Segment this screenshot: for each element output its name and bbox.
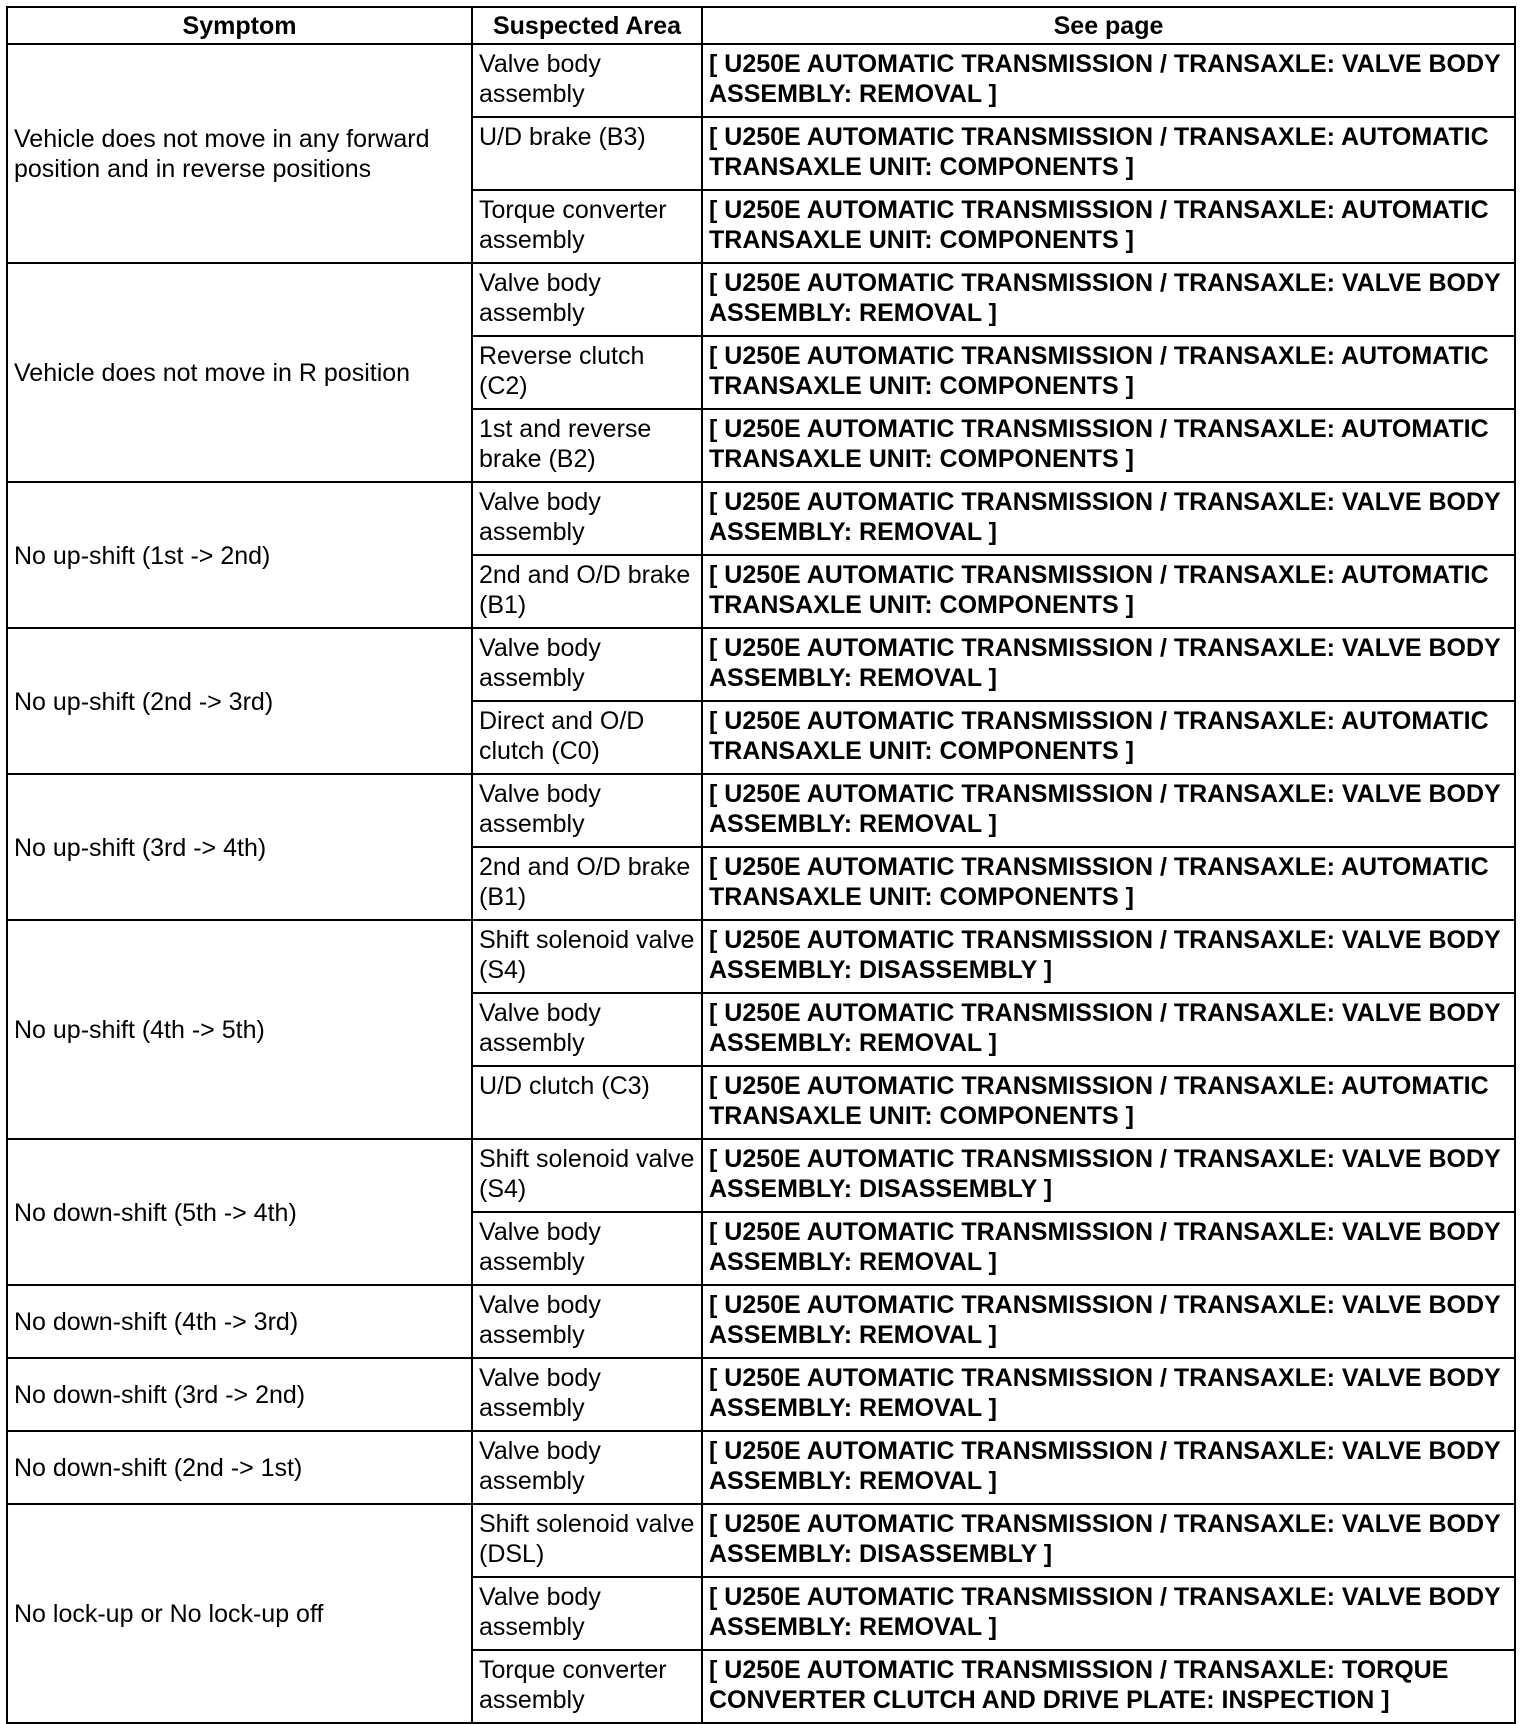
see-page-link[interactable]: [ U250E AUTOMATIC TRANSMISSION / TRANSAXLE: AUTOMATIC TRANSAXLE UNIT: COMPONENTS ] — [702, 555, 1515, 628]
symptom-cell: No up-shift (1st -> 2nd) — [7, 482, 472, 628]
see-page-link[interactable]: [ U250E AUTOMATIC TRANSMISSION / TRANSAXLE: AUTOMATIC TRANSAXLE UNIT: COMPONENTS ] — [702, 409, 1515, 482]
see-page-link[interactable]: [ U250E AUTOMATIC TRANSMISSION / TRANSAXLE: VALVE BODY ASSEMBLY: DISASSEMBLY ] — [702, 1504, 1515, 1577]
see-page-link[interactable]: [ U250E AUTOMATIC TRANSMISSION / TRANSAXLE: AUTOMATIC TRANSAXLE UNIT: COMPONENTS ] — [702, 1066, 1515, 1139]
see-page-link[interactable]: [ U250E AUTOMATIC TRANSMISSION / TRANSAXLE: VALVE BODY ASSEMBLY: REMOVAL ] — [702, 1212, 1515, 1285]
table-row — [7, 920, 1515, 993]
see-page-link[interactable]: [ U250E AUTOMATIC TRANSMISSION / TRANSAXLE: VALVE BODY ASSEMBLY: REMOVAL ] — [702, 774, 1515, 847]
table-row — [7, 482, 1515, 555]
suspected-area-cell: U/D brake (B3) — [472, 117, 702, 190]
see-page-link[interactable]: [ U250E AUTOMATIC TRANSMISSION / TRANSAXLE: VALVE BODY ASSEMBLY: REMOVAL ] — [702, 993, 1515, 1066]
suspected-area-cell: 2nd and O/D brake (B1) — [472, 847, 702, 920]
suspected-area-cell: 1st and reverse brake (B2) — [472, 409, 702, 482]
header-suspected-area: Suspected Area — [472, 7, 702, 44]
suspected-area-cell: Valve body assembly — [472, 1431, 702, 1504]
suspected-area-cell: Valve body assembly — [472, 482, 702, 555]
see-page-link[interactable]: [ U250E AUTOMATIC TRANSMISSION / TRANSAXLE: VALVE BODY ASSEMBLY: REMOVAL ] — [702, 1285, 1515, 1358]
table-row — [7, 774, 1515, 847]
symptom-cell: No lock-up or No lock-up off — [7, 1504, 472, 1723]
symptom-cell: No up-shift (3rd -> 4th) — [7, 774, 472, 920]
suspected-area-cell: Valve body assembly — [472, 44, 702, 117]
see-page-link[interactable]: [ U250E AUTOMATIC TRANSMISSION / TRANSAXLE: VALVE BODY ASSEMBLY: REMOVAL ] — [702, 263, 1515, 336]
see-page-link[interactable]: [ U250E AUTOMATIC TRANSMISSION / TRANSAXLE: AUTOMATIC TRANSAXLE UNIT: COMPONENTS ] — [702, 847, 1515, 920]
symptom-table — [6, 6, 1516, 1724]
header-row — [7, 7, 1515, 44]
see-page-link[interactable]: [ U250E AUTOMATIC TRANSMISSION / TRANSAXLE: AUTOMATIC TRANSAXLE UNIT: COMPONENTS ] — [702, 336, 1515, 409]
see-page-link[interactable]: [ U250E AUTOMATIC TRANSMISSION / TRANSAXLE: VALVE BODY ASSEMBLY: DISASSEMBLY ] — [702, 920, 1515, 993]
table-row — [7, 1358, 1515, 1431]
suspected-area-cell: Reverse clutch (C2) — [472, 336, 702, 409]
table-row — [7, 1285, 1515, 1358]
table-row — [7, 628, 1515, 701]
see-page-link[interactable]: [ U250E AUTOMATIC TRANSMISSION / TRANSAXLE: AUTOMATIC TRANSAXLE UNIT: COMPONENTS ] — [702, 117, 1515, 190]
table-row — [7, 263, 1515, 336]
symptom-cell: Vehicle does not move in any forward position and in reverse positions — [7, 44, 472, 263]
symptom-cell: No down-shift (4th -> 3rd) — [7, 1285, 472, 1358]
see-page-link[interactable]: [ U250E AUTOMATIC TRANSMISSION / TRANSAXLE: VALVE BODY ASSEMBLY: REMOVAL ] — [702, 482, 1515, 555]
suspected-area-cell: Shift solenoid valve (DSL) — [472, 1504, 702, 1577]
suspected-area-cell: Valve body assembly — [472, 1358, 702, 1431]
suspected-area-cell: Valve body assembly — [472, 628, 702, 701]
symptom-cell: No down-shift (2nd -> 1st) — [7, 1431, 472, 1504]
symptom-cell: Vehicle does not move in R position — [7, 263, 472, 482]
suspected-area-cell: Shift solenoid valve (S4) — [472, 1139, 702, 1212]
suspected-area-cell: Direct and O/D clutch (C0) — [472, 701, 702, 774]
table-row — [7, 1139, 1515, 1212]
see-page-link[interactable]: [ U250E AUTOMATIC TRANSMISSION / TRANSAXLE: TORQUE CONVERTER CLUTCH AND DRIVE PLATE: INSPECTION ] — [702, 1650, 1515, 1723]
header-symptom: Symptom — [7, 7, 472, 44]
suspected-area-cell: 2nd and O/D brake (B1) — [472, 555, 702, 628]
see-page-link[interactable]: [ U250E AUTOMATIC TRANSMISSION / TRANSAXLE: VALVE BODY ASSEMBLY: DISASSEMBLY ] — [702, 1139, 1515, 1212]
suspected-area-cell: Valve body assembly — [472, 263, 702, 336]
header-see-page: See page — [702, 7, 1515, 44]
suspected-area-cell: Valve body assembly — [472, 993, 702, 1066]
suspected-area-cell: Valve body assembly — [472, 1212, 702, 1285]
table-body — [7, 44, 1515, 1723]
symptom-cell: No down-shift (3rd -> 2nd) — [7, 1358, 472, 1431]
suspected-area-cell: Valve body assembly — [472, 1577, 702, 1650]
suspected-area-cell: Shift solenoid valve (S4) — [472, 920, 702, 993]
symptom-cell: No up-shift (4th -> 5th) — [7, 920, 472, 1139]
see-page-link[interactable]: [ U250E AUTOMATIC TRANSMISSION / TRANSAXLE: VALVE BODY ASSEMBLY: REMOVAL ] — [702, 1358, 1515, 1431]
see-page-link[interactable]: [ U250E AUTOMATIC TRANSMISSION / TRANSAXLE: AUTOMATIC TRANSAXLE UNIT: COMPONENTS ] — [702, 701, 1515, 774]
table-row — [7, 1504, 1515, 1577]
suspected-area-cell: U/D clutch (C3) — [472, 1066, 702, 1139]
suspected-area-cell: Valve body assembly — [472, 1285, 702, 1358]
see-page-link[interactable]: [ U250E AUTOMATIC TRANSMISSION / TRANSAXLE: VALVE BODY ASSEMBLY: REMOVAL ] — [702, 1577, 1515, 1650]
symptom-cell: No down-shift (5th -> 4th) — [7, 1139, 472, 1285]
see-page-link[interactable]: [ U250E AUTOMATIC TRANSMISSION / TRANSAXLE: VALVE BODY ASSEMBLY: REMOVAL ] — [702, 628, 1515, 701]
table-row — [7, 1431, 1515, 1504]
symptom-cell: No up-shift (2nd -> 3rd) — [7, 628, 472, 774]
see-page-link[interactable]: [ U250E AUTOMATIC TRANSMISSION / TRANSAXLE: VALVE BODY ASSEMBLY: REMOVAL ] — [702, 1431, 1515, 1504]
suspected-area-cell: Torque converter assembly — [472, 1650, 702, 1723]
table-row — [7, 44, 1515, 117]
see-page-link[interactable]: [ U250E AUTOMATIC TRANSMISSION / TRANSAXLE: AUTOMATIC TRANSAXLE UNIT: COMPONENTS ] — [702, 190, 1515, 263]
suspected-area-cell: Valve body assembly — [472, 774, 702, 847]
suspected-area-cell: Torque converter assembly — [472, 190, 702, 263]
see-page-link[interactable]: [ U250E AUTOMATIC TRANSMISSION / TRANSAXLE: VALVE BODY ASSEMBLY: REMOVAL ] — [702, 44, 1515, 117]
